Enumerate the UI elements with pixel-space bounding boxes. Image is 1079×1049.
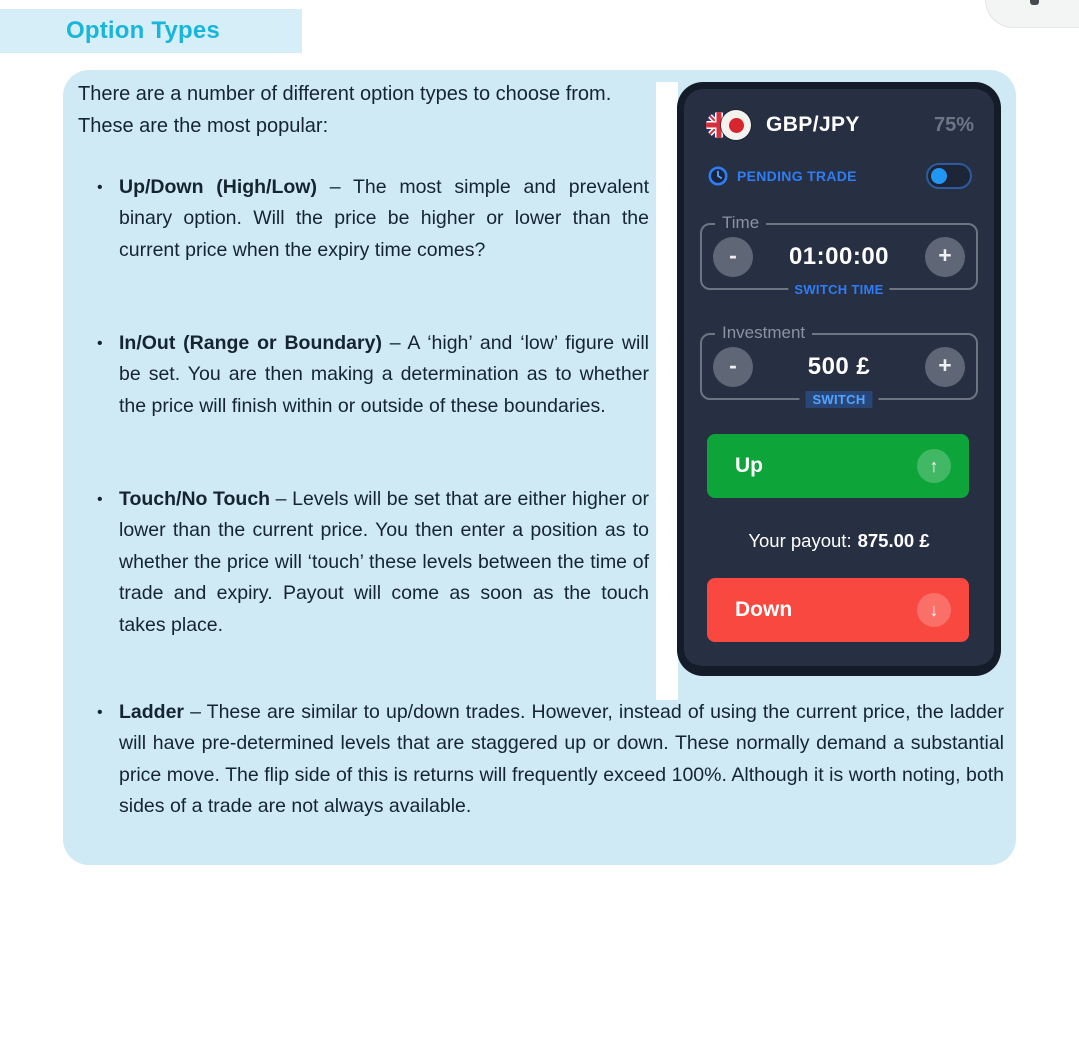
trading-widget [677,82,1001,676]
clock-icon [708,166,728,186]
switch-investment-button[interactable]: SWITCH [805,391,872,408]
payout-label: Your payout: [748,530,852,551]
list-item-touch [95,484,649,641]
investment-minus-button[interactable]: - [713,347,753,387]
switch-time-button[interactable]: SWITCH TIME [794,282,884,297]
bullet-term: In/Out (Range or Boundary) [119,332,382,354]
time-plus-button[interactable]: + [925,237,965,277]
bullet-term: Ladder [119,701,185,723]
bullet-term: Up/Down (High/Low) [119,176,317,198]
bullet-text: – A ‘high’ and ‘low’ figure will be set. You are then making a determination as to whether the price will finish within or outside of these boundaries. [119,332,649,417]
list-item-inout [95,328,649,422]
bullet-marker: • [97,491,103,508]
bullet-marker: • [97,179,103,196]
bullet-term: Touch/No Touch [119,488,271,510]
widget-header [706,108,974,142]
down-button-label: Down [735,598,793,621]
payout-percent: 75% [933,113,974,136]
list-item-ladder [95,697,1004,823]
page-title: Option Types [66,17,220,44]
toggle-knob [931,168,947,184]
bullet-text: – These are similar to up/down trades. However, instead of using the current price, the ladder will have pre-determined levels that are staggered up or down. These normally demand a substantial price move. The flip side of this is returns will frequently exceed 100%. Although it is worth noting, both sides of a trade are not always available. [119,701,1004,818]
investment-legend: Investment [715,323,812,343]
intro-paragraph: There are a number of different option types to choose from. These are the most popular: [78,83,612,137]
payout-value: 875.00 £ [857,530,930,551]
investment-group [700,323,978,407]
section-title-highlight [0,9,302,53]
pending-trade-label: PENDING TRADE [737,168,857,184]
time-minus-button[interactable]: - [713,237,753,277]
up-button[interactable] [707,434,969,498]
payout-line [684,527,994,555]
time-legend: Time [715,213,766,233]
time-group [700,213,978,297]
down-button[interactable] [707,578,969,642]
up-arrow-icon: ↑ [917,449,951,483]
investment-value[interactable]: 500 £ [807,352,871,380]
down-arrow-icon: ↓ [917,593,951,627]
bullet-text: – Levels will be set that are either higher or lower than the current price. You then enter a position as to whether the price will ‘touch’ these levels between the time of trade and expiry. Payout will come as soon as the touch takes place. [119,488,650,636]
widget-image-margin [656,82,678,700]
investment-plus-button[interactable]: + [925,347,965,387]
pending-trade-row [708,161,972,191]
time-value[interactable]: 01:00:00 [788,242,890,270]
bullet-marker: • [97,704,103,721]
bullet-marker: • [97,335,103,352]
currency-pair-label: GBP/JPY [766,113,860,136]
japan-flag-icon [721,110,751,140]
browser-corner-dot [1030,0,1039,5]
bullet-text: – The most simple and prevalent binary option. Will the price be higher or lower than the current price when the expiry time comes? [119,176,649,261]
list-item-updown [95,172,649,266]
up-button-label: Up [735,454,763,477]
currency-pair-flags-icon [706,109,754,141]
pending-trade-toggle[interactable] [926,163,972,189]
